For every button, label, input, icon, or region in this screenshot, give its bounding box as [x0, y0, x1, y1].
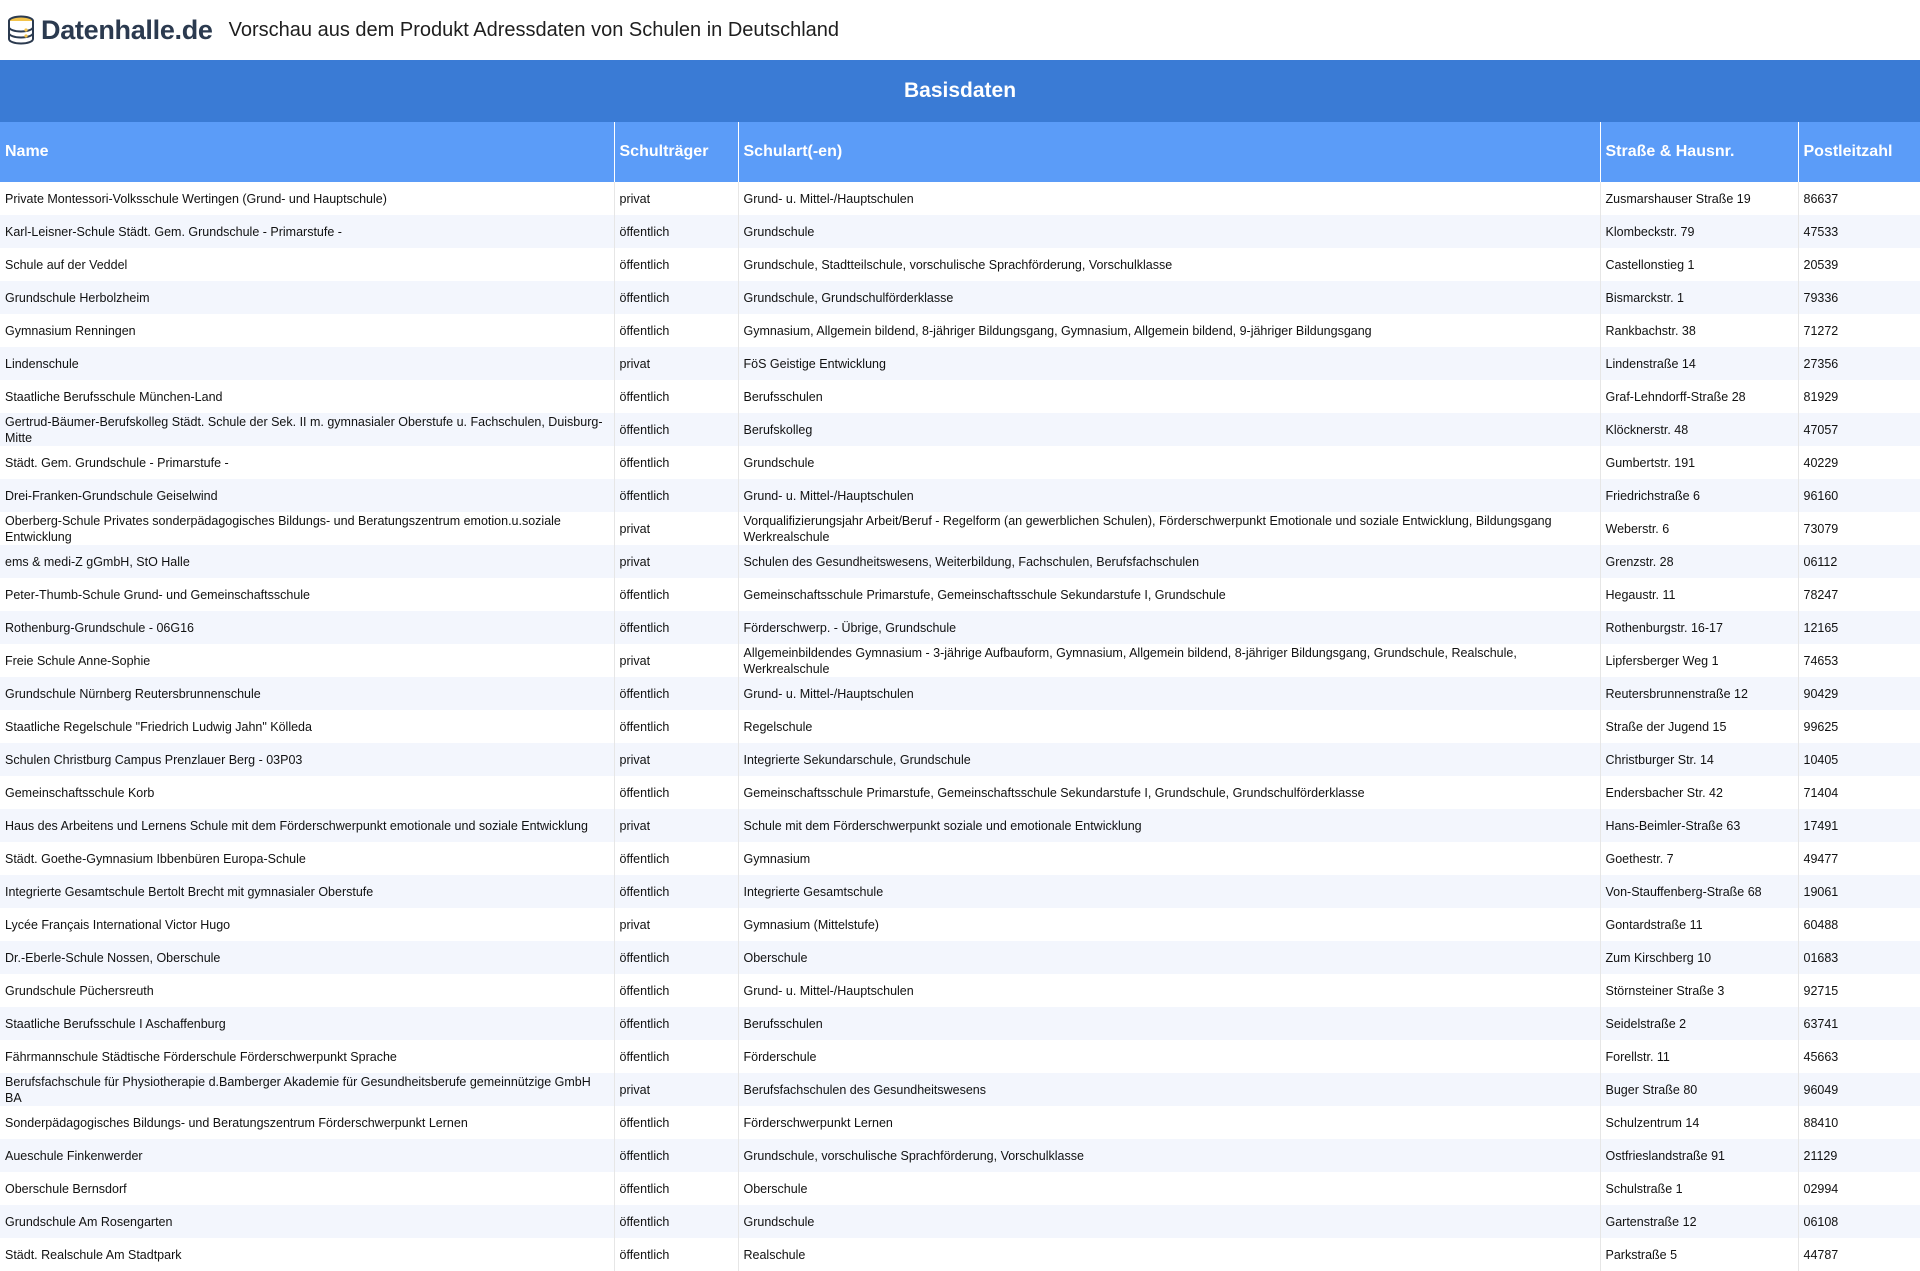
cell-schultraeger: öffentlich: [614, 776, 738, 809]
table-row[interactable]: [0, 1172, 1920, 1205]
cell-postleitzahl: 06112: [1798, 545, 1920, 578]
cell-name: Haus des Arbeitens und Lernens Schule mit dem Förderschwerpunkt emotionale und soziale Entwicklung: [0, 809, 614, 842]
cell-postleitzahl: 71272: [1798, 314, 1920, 347]
page-title: Vorschau aus dem Produkt Adressdaten von Schulen in Deutschland: [228, 18, 840, 41]
cell-name: Drei-Franken-Grundschule Geiselwind: [0, 479, 614, 512]
cell-schularten: Grundschule, Stadtteilschule, vorschulische Sprachförderung, Vorschulklasse: [738, 248, 1600, 281]
table-row[interactable]: [0, 1040, 1920, 1073]
cell-postleitzahl: 71404: [1798, 776, 1920, 809]
table-row[interactable]: [0, 479, 1920, 512]
table-row[interactable]: [0, 248, 1920, 281]
cell-postleitzahl: 81929: [1798, 380, 1920, 413]
cell-schularten: Regelschule: [738, 710, 1600, 743]
table-row[interactable]: [0, 644, 1920, 677]
table-row[interactable]: [0, 974, 1920, 1007]
cell-name: Staatliche Berufsschule I Aschaffenburg: [0, 1007, 614, 1040]
column-header-schularten[interactable]: Schulart(-en): [738, 122, 1600, 182]
cell-postleitzahl: 40229: [1798, 446, 1920, 479]
cell-name: Gertrud-Bäumer-Berufskolleg Städt. Schule der Sek. II m. gymnasialer Oberstufe u. Fachschulen, Duisburg-Mitte: [0, 413, 614, 446]
cell-strasse: Rankbachstr. 38: [1600, 314, 1798, 347]
cell-name: Städt. Goethe-Gymnasium Ibbenbüren Europa-Schule: [0, 842, 614, 875]
table-body: [0, 182, 1920, 1271]
cell-strasse: Schulzentrum 14: [1600, 1106, 1798, 1139]
cell-name: Karl-Leisner-Schule Städt. Gem. Grundschule - Primarstufe -: [0, 215, 614, 248]
cell-postleitzahl: 49477: [1798, 842, 1920, 875]
cell-name: Rothenburg-Grundschule - 06G16: [0, 611, 614, 644]
cell-strasse: Castellonstieg 1: [1600, 248, 1798, 281]
cell-strasse: Hegaustr. 11: [1600, 578, 1798, 611]
table-row[interactable]: [0, 776, 1920, 809]
cell-schularten: Gymnasium: [738, 842, 1600, 875]
cell-name: Gymnasium Renningen: [0, 314, 614, 347]
table-row[interactable]: [0, 1073, 1920, 1106]
cell-schularten: Grund- u. Mittel-/Hauptschulen: [738, 974, 1600, 1007]
cell-schularten: Gemeinschaftsschule Primarstufe, Gemeinschaftsschule Sekundarstufe I, Grundschule, Grundschulförderklasse: [738, 776, 1600, 809]
cell-name: Private Montessori-Volksschule Wertingen (Grund- und Hauptschule): [0, 182, 614, 215]
cell-schularten: Integrierte Sekundarschule, Grundschule: [738, 743, 1600, 776]
cell-schultraeger: öffentlich: [614, 215, 738, 248]
logo-text: Datenhalle.de: [41, 14, 213, 45]
cell-name: Gemeinschaftsschule Korb: [0, 776, 614, 809]
table-row[interactable]: [0, 215, 1920, 248]
top-bar: [0, 0, 1920, 60]
cell-schularten: FöS Geistige Entwicklung: [738, 347, 1600, 380]
cell-strasse: Lindenstraße 14: [1600, 347, 1798, 380]
table-row[interactable]: [0, 710, 1920, 743]
cell-strasse: Schulstraße 1: [1600, 1172, 1798, 1205]
table-container[interactable]: [0, 60, 1920, 1262]
group-header-basisdaten: Basisdaten: [0, 60, 1920, 122]
cell-postleitzahl: 47533: [1798, 215, 1920, 248]
cell-name: Grundschule Herbolzheim: [0, 281, 614, 314]
cell-schultraeger: öffentlich: [614, 875, 738, 908]
cell-schultraeger: öffentlich: [614, 413, 738, 446]
cell-strasse: Von-Stauffenberg-Straße 68: [1600, 875, 1798, 908]
table-row[interactable]: [0, 347, 1920, 380]
cell-postleitzahl: 96049: [1798, 1073, 1920, 1106]
cell-schularten: Grund- u. Mittel-/Hauptschulen: [738, 479, 1600, 512]
cell-schultraeger: öffentlich: [614, 677, 738, 710]
cell-schultraeger: öffentlich: [614, 1172, 738, 1205]
cell-postleitzahl: 45663: [1798, 1040, 1920, 1073]
cell-schultraeger: öffentlich: [614, 710, 738, 743]
cell-schularten: Grundschule: [738, 446, 1600, 479]
data-table: [0, 60, 1920, 1271]
cell-schultraeger: öffentlich: [614, 611, 738, 644]
cell-postleitzahl: 20539: [1798, 248, 1920, 281]
cell-strasse: Reutersbrunnenstraße 12: [1600, 677, 1798, 710]
cell-schultraeger: privat: [614, 182, 738, 215]
cell-name: Städt. Gem. Grundschule - Primarstufe -: [0, 446, 614, 479]
table-row[interactable]: [0, 743, 1920, 776]
cell-postleitzahl: 79336: [1798, 281, 1920, 314]
cell-schultraeger: öffentlich: [614, 1106, 738, 1139]
cell-schularten: Schule mit dem Förderschwerpunkt soziale und emotionale Entwicklung: [738, 809, 1600, 842]
cell-name: Lycée Français International Victor Hugo: [0, 908, 614, 941]
cell-schultraeger: öffentlich: [614, 1238, 738, 1271]
cell-strasse: Lipfersberger Weg 1: [1600, 644, 1798, 677]
cell-postleitzahl: 47057: [1798, 413, 1920, 446]
cell-postleitzahl: 02994: [1798, 1172, 1920, 1205]
cell-name: Berufsfachschule für Physiotherapie d.Bamberger Akademie für Gesundheitsberufe gemeinnützige GmbH BA: [0, 1073, 614, 1106]
table-row[interactable]: [0, 380, 1920, 413]
cell-name: Grundschule Am Rosengarten: [0, 1205, 614, 1238]
cell-schularten: Förderschule: [738, 1040, 1600, 1073]
cell-schultraeger: privat: [614, 809, 738, 842]
cell-schultraeger: privat: [614, 512, 738, 545]
table-row[interactable]: [0, 809, 1920, 842]
cell-name: Aueschule Finkenwerder: [0, 1139, 614, 1172]
cell-strasse: Weberstr. 6: [1600, 512, 1798, 545]
cell-strasse: Hans-Beimler-Straße 63: [1600, 809, 1798, 842]
cell-schultraeger: privat: [614, 743, 738, 776]
cell-strasse: Gartenstraße 12: [1600, 1205, 1798, 1238]
cell-postleitzahl: 78247: [1798, 578, 1920, 611]
cell-postleitzahl: 96160: [1798, 479, 1920, 512]
cell-schultraeger: privat: [614, 1073, 738, 1106]
cell-strasse: Endersbacher Str. 42: [1600, 776, 1798, 809]
cell-schultraeger: öffentlich: [614, 1040, 738, 1073]
cell-postleitzahl: 12165: [1798, 611, 1920, 644]
cell-postleitzahl: 90429: [1798, 677, 1920, 710]
cell-schultraeger: privat: [614, 908, 738, 941]
cell-postleitzahl: 27356: [1798, 347, 1920, 380]
table-row[interactable]: [0, 842, 1920, 875]
table-row[interactable]: [0, 578, 1920, 611]
cell-schularten: Grundschule: [738, 1205, 1600, 1238]
cell-strasse: Goethestr. 7: [1600, 842, 1798, 875]
cell-name: Staatliche Regelschule "Friedrich Ludwig Jahn" Kölleda: [0, 710, 614, 743]
cell-strasse: Buger Straße 80: [1600, 1073, 1798, 1106]
cell-schularten: Grundschule, Grundschulförderklasse: [738, 281, 1600, 314]
column-header-strasse[interactable]: Straße & Hausnr.: [1600, 122, 1798, 182]
cell-schularten: Grund- u. Mittel-/Hauptschulen: [738, 677, 1600, 710]
cell-name: Grundschule Püchersreuth: [0, 974, 614, 1007]
table-row[interactable]: [0, 314, 1920, 347]
cell-schultraeger: öffentlich: [614, 578, 738, 611]
cell-schularten: Gymnasium (Mittelstufe): [738, 908, 1600, 941]
cell-postleitzahl: 60488: [1798, 908, 1920, 941]
cell-strasse: Bismarckstr. 1: [1600, 281, 1798, 314]
cell-name: ems & medi-Z gGmbH, StO Halle: [0, 545, 614, 578]
table-row[interactable]: [0, 446, 1920, 479]
cell-postleitzahl: 06108: [1798, 1205, 1920, 1238]
cell-name: Städt. Realschule Am Stadtpark: [0, 1238, 614, 1271]
cell-schultraeger: öffentlich: [614, 248, 738, 281]
column-header-row: [0, 122, 1920, 182]
cell-schularten: Schulen des Gesundheitswesens, Weiterbildung, Fachschulen, Berufsfachschulen: [738, 545, 1600, 578]
table-row[interactable]: [0, 1007, 1920, 1040]
cell-postleitzahl: 73079: [1798, 512, 1920, 545]
table-row[interactable]: [0, 545, 1920, 578]
cell-strasse: Gontardstraße 11: [1600, 908, 1798, 941]
cell-strasse: Störnsteiner Straße 3: [1600, 974, 1798, 1007]
cell-schularten: Realschule: [738, 1238, 1600, 1271]
table-row[interactable]: [0, 611, 1920, 644]
table-row[interactable]: [0, 413, 1920, 446]
cell-schularten: Grundschule: [738, 215, 1600, 248]
cell-postleitzahl: 44787: [1798, 1238, 1920, 1271]
cell-strasse: Straße der Jugend 15: [1600, 710, 1798, 743]
cell-schularten: Allgemeinbildendes Gymnasium - 3-jährige Aufbauform, Gymnasium, Allgemein bildend, 8-jähriger Bildungsgang, Grundschule, Realschule, Werkrealschule: [738, 644, 1600, 677]
cell-strasse: Christburger Str. 14: [1600, 743, 1798, 776]
cell-postleitzahl: 92715: [1798, 974, 1920, 1007]
cell-postleitzahl: 86637: [1798, 182, 1920, 215]
table-row[interactable]: [0, 1238, 1920, 1271]
cell-schultraeger: öffentlich: [614, 479, 738, 512]
cell-schultraeger: öffentlich: [614, 1205, 738, 1238]
cell-postleitzahl: 01683: [1798, 941, 1920, 974]
cell-strasse: Forellstr. 11: [1600, 1040, 1798, 1073]
cell-strasse: Gumbertstr. 191: [1600, 446, 1798, 479]
column-header-name[interactable]: Name: [0, 122, 614, 182]
cell-schularten: Berufsfachschulen des Gesundheitswesens: [738, 1073, 1600, 1106]
cell-schularten: Gymnasium, Allgemein bildend, 8-jähriger Bildungsgang, Gymnasium, Allgemein bildend, 9-jähriger Bildungsgang: [738, 314, 1600, 347]
cell-schularten: Grund- u. Mittel-/Hauptschulen: [738, 182, 1600, 215]
cell-name: Staatliche Berufsschule München-Land: [0, 380, 614, 413]
cell-schularten: Vorqualifizierungsjahr Arbeit/Beruf - Regelform (an gewerblichen Schulen), Förderschwerpunkt Emotionale und soziale Entwicklung, Bildungsgang Werkrealschule: [738, 512, 1600, 545]
cell-name: Freie Schule Anne-Sophie: [0, 644, 614, 677]
cell-schultraeger: öffentlich: [614, 974, 738, 1007]
cell-strasse: Klöcknerstr. 48: [1600, 413, 1798, 446]
cell-schultraeger: privat: [614, 644, 738, 677]
cell-name: Dr.-Eberle-Schule Nossen, Oberschule: [0, 941, 614, 974]
cell-name: Oberschule Bernsdorf: [0, 1172, 614, 1205]
cell-schularten: Berufskolleg: [738, 413, 1600, 446]
cell-postleitzahl: 88410: [1798, 1106, 1920, 1139]
cell-strasse: Friedrichstraße 6: [1600, 479, 1798, 512]
cell-schularten: Berufsschulen: [738, 1007, 1600, 1040]
cell-name: Grundschule Nürnberg Reutersbrunnenschule: [0, 677, 614, 710]
cell-schultraeger: öffentlich: [614, 1139, 738, 1172]
cell-postleitzahl: 74653: [1798, 644, 1920, 677]
cell-name: Oberberg-Schule Privates sonderpädagogisches Bildungs- und Beratungszentrum emotion.u.soziale Entwicklung: [0, 512, 614, 545]
table-row[interactable]: [0, 1106, 1920, 1139]
table-row[interactable]: [0, 281, 1920, 314]
cell-schultraeger: privat: [614, 347, 738, 380]
group-header-row: [0, 60, 1920, 122]
cell-name: Schulen Christburg Campus Prenzlauer Berg - 03P03: [0, 743, 614, 776]
cell-schularten: Integrierte Gesamtschule: [738, 875, 1600, 908]
cell-schularten: Förderschwerp. - Übrige, Grundschule: [738, 611, 1600, 644]
cell-schularten: Förderschwerpunkt Lernen: [738, 1106, 1600, 1139]
cell-name: Fährmannschule Städtische Förderschule Förderschwerpunkt Sprache: [0, 1040, 614, 1073]
column-header-schultraeger[interactable]: Schulträger: [614, 122, 738, 182]
cell-name: Lindenschule: [0, 347, 614, 380]
table-row[interactable]: [0, 908, 1920, 941]
cell-postleitzahl: 19061: [1798, 875, 1920, 908]
table-row[interactable]: [0, 182, 1920, 215]
cell-schularten: Berufsschulen: [738, 380, 1600, 413]
database-icon: [4, 13, 38, 47]
cell-schultraeger: öffentlich: [614, 842, 738, 875]
cell-strasse: Parkstraße 5: [1600, 1238, 1798, 1271]
cell-schularten: Gemeinschaftsschule Primarstufe, Gemeinschaftsschule Sekundarstufe I, Grundschule: [738, 578, 1600, 611]
table-row[interactable]: [0, 1205, 1920, 1238]
table-row[interactable]: [0, 1139, 1920, 1172]
cell-strasse: Zusmarshauser Straße 19: [1600, 182, 1798, 215]
cell-strasse: Klombeckstr. 79: [1600, 215, 1798, 248]
cell-schularten: Oberschule: [738, 1172, 1600, 1205]
table-row[interactable]: [0, 941, 1920, 974]
cell-schularten: Grundschule, vorschulische Sprachförderung, Vorschulklasse: [738, 1139, 1600, 1172]
cell-postleitzahl: 17491: [1798, 809, 1920, 842]
cell-postleitzahl: 99625: [1798, 710, 1920, 743]
cell-schularten: Oberschule: [738, 941, 1600, 974]
cell-postleitzahl: 63741: [1798, 1007, 1920, 1040]
cell-strasse: Seidelstraße 2: [1600, 1007, 1798, 1040]
cell-schultraeger: privat: [614, 545, 738, 578]
cell-schultraeger: öffentlich: [614, 1007, 738, 1040]
table-row[interactable]: [0, 875, 1920, 908]
cell-schultraeger: öffentlich: [614, 314, 738, 347]
cell-schultraeger: öffentlich: [614, 281, 738, 314]
cell-strasse: Ostfrieslandstraße 91: [1600, 1139, 1798, 1172]
cell-strasse: Rothenburgstr. 16-17: [1600, 611, 1798, 644]
cell-name: Sonderpädagogisches Bildungs- und Beratungszentrum Förderschwerpunkt Lernen: [0, 1106, 614, 1139]
cell-name: Integrierte Gesamtschule Bertolt Brecht mit gymnasialer Oberstufe: [0, 875, 614, 908]
cell-schultraeger: öffentlich: [614, 446, 738, 479]
cell-postleitzahl: 10405: [1798, 743, 1920, 776]
table-row[interactable]: [0, 677, 1920, 710]
cell-schultraeger: öffentlich: [614, 380, 738, 413]
cell-strasse: Graf-Lehndorff-Straße 28: [1600, 380, 1798, 413]
column-header-postleitzahl[interactable]: Postleitzahl: [1798, 122, 1920, 182]
logo[interactable]: [4, 13, 213, 47]
cell-strasse: Grenzstr. 28: [1600, 545, 1798, 578]
cell-name: Schule auf der Veddel: [0, 248, 614, 281]
cell-name: Peter-Thumb-Schule Grund- und Gemeinschaftsschule: [0, 578, 614, 611]
table-row[interactable]: [0, 512, 1920, 545]
cell-strasse: Zum Kirschberg 10: [1600, 941, 1798, 974]
cell-postleitzahl: 21129: [1798, 1139, 1920, 1172]
cell-schultraeger: öffentlich: [614, 941, 738, 974]
